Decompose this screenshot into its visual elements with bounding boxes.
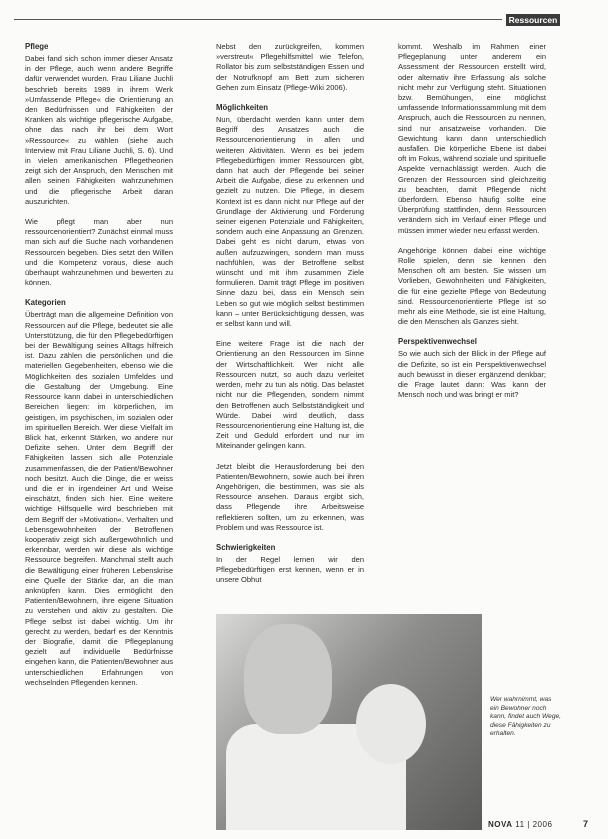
text-column-1 [25, 42, 173, 698]
section-heading: Kategorien [25, 298, 66, 308]
footer-magazine [488, 820, 552, 829]
article-photo [216, 614, 482, 830]
section-label: Ressourcen [506, 14, 560, 26]
photo-person-resident [356, 684, 426, 764]
body-paragraph: So wie auch sich der Blick in der Pflege auf die Defizite, so ist ein Perspektivenwechsel auch bewusst in dieser ergänzend denkbar; die Frage lautet dann: Was kann der Mensch noch und was bringt er mit? [398, 349, 546, 400]
body-paragraph: In der Regel lernen wir den Pflegebedürftigen erst kennen, wenn er in unsere Obhut [216, 554, 364, 585]
body-paragraph: Eine weitere Frage ist die nach der Orientierung an den Ressourcen im Sinne der Wirtschaftlichkeit. Wer nicht alle Ressourcen nutzt, so auch dazu verleitet werden, mehr zu tun als nötig. Das belastet nicht nur die Pflegenden, sondern nimmt den Betroffenen auch Selbstständigkeit und Würde. Dabei wird deutlich, dass Ressourcenorientierung eine Haltung ist, die Zeit und Geduld erfordert und nur im Miteinander gelingen kann. [216, 339, 364, 451]
section-heading: Schwierigkeiten [216, 542, 276, 552]
body-paragraph: Dabei fand sich schon immer dieser Ansatz in der Pflege, auch wenn andere Begriffe dafür verwendet wurden. Frau Liliane Juchli beschrieb bereits 1989 in ihrem Werk »Umfassende Pflege« die Orientierung an den Bedürfnissen und Fähigkeiten der Kranken als wichtige pflegerische Aufgabe, ohne das nach ihr bei dem Wort »Ressource« zu wählen (siehe auch Interview mit Frau Liliane Juchli, S. 6). Und in vielen amerikanischen Pflegetheorien zeigt sich der Anspruch, den Menschen mit allen seinen Fähigkeiten wahrzunehmen und die pflegerische Arbeit daran auszurichten. [25, 54, 173, 206]
body-paragraph: Nun, überdacht werden kann unter dem Begriff des Ansatzes auch die Ressourcenorientierung in allen und weiteren Aktivitäten. Wenn es bei jedem Pflegebedürftigen immer Ressourcen gibt, dann hat auch der Pflegende bei seiner Arbeit die Aufgabe, diese zu erkennen und gezielt zu nutzen. Die Pflege, in diesem Kontext ist es dann nicht nur Pflege auf der Grundlage der Aktivierung und Förderung seiner eigenen Potenziale und Fähigkeiten, sondern auch eine Anpassung an Grenzen. Dabei geht es nicht darum, etwas von außen aufzuzwingen, sondern man muss nachfühlen, was der Betroffene selbst wünscht und mit ihm zusammen Ziele formulieren. Damit trägt Pflege im positiven Sinne dazu bei, dass ein Mensch sein Leben so gut wie möglich selbst bestimmen kann – unter Berücksichtigung dessen, was er selbst kann und will. [216, 115, 364, 329]
issue-number: 11 | 2006 [515, 820, 553, 829]
magazine-name: NOVA [488, 820, 513, 829]
section-heading: Perspektivenwechsel [398, 337, 477, 347]
body-paragraph: Nebst den zurückgreifen, kommen »verstreut« Pflegehilfsmittel wie Telefon, Rollator bis zum selbstständigen Essen und der Notrufknopf am Bett zum sicheren Gehen zum Einsatz (Pflege-Wiki 2006). [216, 42, 364, 92]
section-heading: Pflege [25, 42, 49, 51]
body-paragraph: Jetzt bleibt die Herausforderung bei den Patienten/Bewohnern, sowie auch bei ihren Angehörigen, die bestimmen, was sie als Ressource ansehen. Daraus ergibt sich, dass Pflegende ihre Arbeitsweise reflektieren sollten, um zu erkennen, was Problem und was Ressource ist. [216, 461, 364, 532]
body-paragraph: Angehörige können dabei eine wichtige Rolle spielen, denn sie kennen den Menschen oft am besten. Sie wissen um Vorlieben, Gewohnheiten und Fähigkeiten, die für eine gezielte Pflege von Bedeutung sind. Ressourcenorientierte Pflege ist so mehr als eine Methode, sie ist eine Haltung, die den Menschen als Ganzes sieht. [398, 245, 546, 327]
text-column-2 [216, 42, 364, 596]
section-heading: Möglichkeiten [216, 103, 268, 113]
text-column-3 [398, 42, 546, 411]
photo-person-caregiver [244, 624, 332, 734]
body-paragraph: kommt. Weshalb im Rahmen einer Pflegeplanung unter anderem ein Assessment der Ressourcen erstellt wird, oder alternativ ihre Erfassung als solche nicht mehr zur Verfügung steht. Situationen bzw. Bemühungen, eine möglichst umfassende Informationssammlung mit dem Anspruch, auch die Ressourcen zu nennen, sind nur ansatzweise vorhanden. Die Gewichtung kann dann unterschiedlich ausfallen. Die körperliche Ebene ist dabei oft im Fokus, während soziale und spirituelle Aspekte vernachlässigt werden. Auch die Grenzen der Ressourcen sind gleichzeitig zu beachten, damit Pflegende nicht überfordern. Ebenso häufig sollte eine Überprüfung stattfinden, denn Ressourcen verändern sich im Verlauf einer Pflege und müssen immer wieder neu erfasst werden. [398, 42, 546, 235]
body-paragraph: Überträgt man die allgemeine Definition von Ressourcen auf die Pflege, bedeutet sie alle Unterstützung, die für den Pflegebedürftigen bei der Bewältigung seines Alltags hilfreich ist. Dazu zählen die persönlichen und die materiellen Gegebenheiten, ebenso wie die Möglichkeiten des sozialen Umfeldes und die Gestaltung der Umgebung. Eine Ressource kann dabei in unterschiedlichen Bereichen liegen: im körperlichen, im geistigen, im psychischen, im sozialen oder im spirituellen Bereich. Wer diese Vielfalt im Blick hat, erkennt Stärken, wo andere nur Defizite sehen. Unter dem Begriff der Fähigkeiten lassen sich alle Potenziale zusammenfassen, die der Patient/Bewohner noch besitzt. Auch die Dinge, die er weiss und die er in irgendeiner Art und Weise einschätzt, finden sich hier. Eine weitere wichtige Hilfsquelle wird beschrieben mit dem Begriff der »Motivation«. Verhalten und Lebensgewohnheiten der Betroffenen kooperativ zeigt sich außergewöhnlich und erkennbar, werden wir diese als wichtige Ressource begreifen. Manchmal stellt auch die Bewältigung einer früheren Lebenskrise eine Quelle der Stärke dar, an die man anknüpfen kann. Dies ermöglicht den Patienten/Bewohnern, ihre eigene Situation zu verstehen und aktiv zu gestalten. Die Pflege selbst ist dabei wichtig. Um ihr gerecht zu werden, bedarf es der Kenntnis der Biografie, damit die Pflegeplanung gezielt auf individuelle Bedürfnisse eingehen kann, die Patienten/Bewohner aus unterschiedlichen Erfahrungen von wechselnden Pflegenden kennen. [25, 310, 173, 687]
body-paragraph: Wie pflegt man aber nun ressourcenorientiert? Zunächst einmal muss man sich auf die Suche nach vorhandenen Ressourcen begeben. Dies setzt den Willen und die Kompetenz voraus, diese auch überhaupt wahrzunehmen und bewerten zu können. [25, 217, 173, 288]
page-number: 7 [583, 819, 589, 829]
photo-caption: Wer wahrnimmt, was ein Bewohner noch kann, findet auch Wege, diese Fähigkeiten zu erhalten. [490, 696, 561, 738]
header-rule [14, 19, 502, 20]
